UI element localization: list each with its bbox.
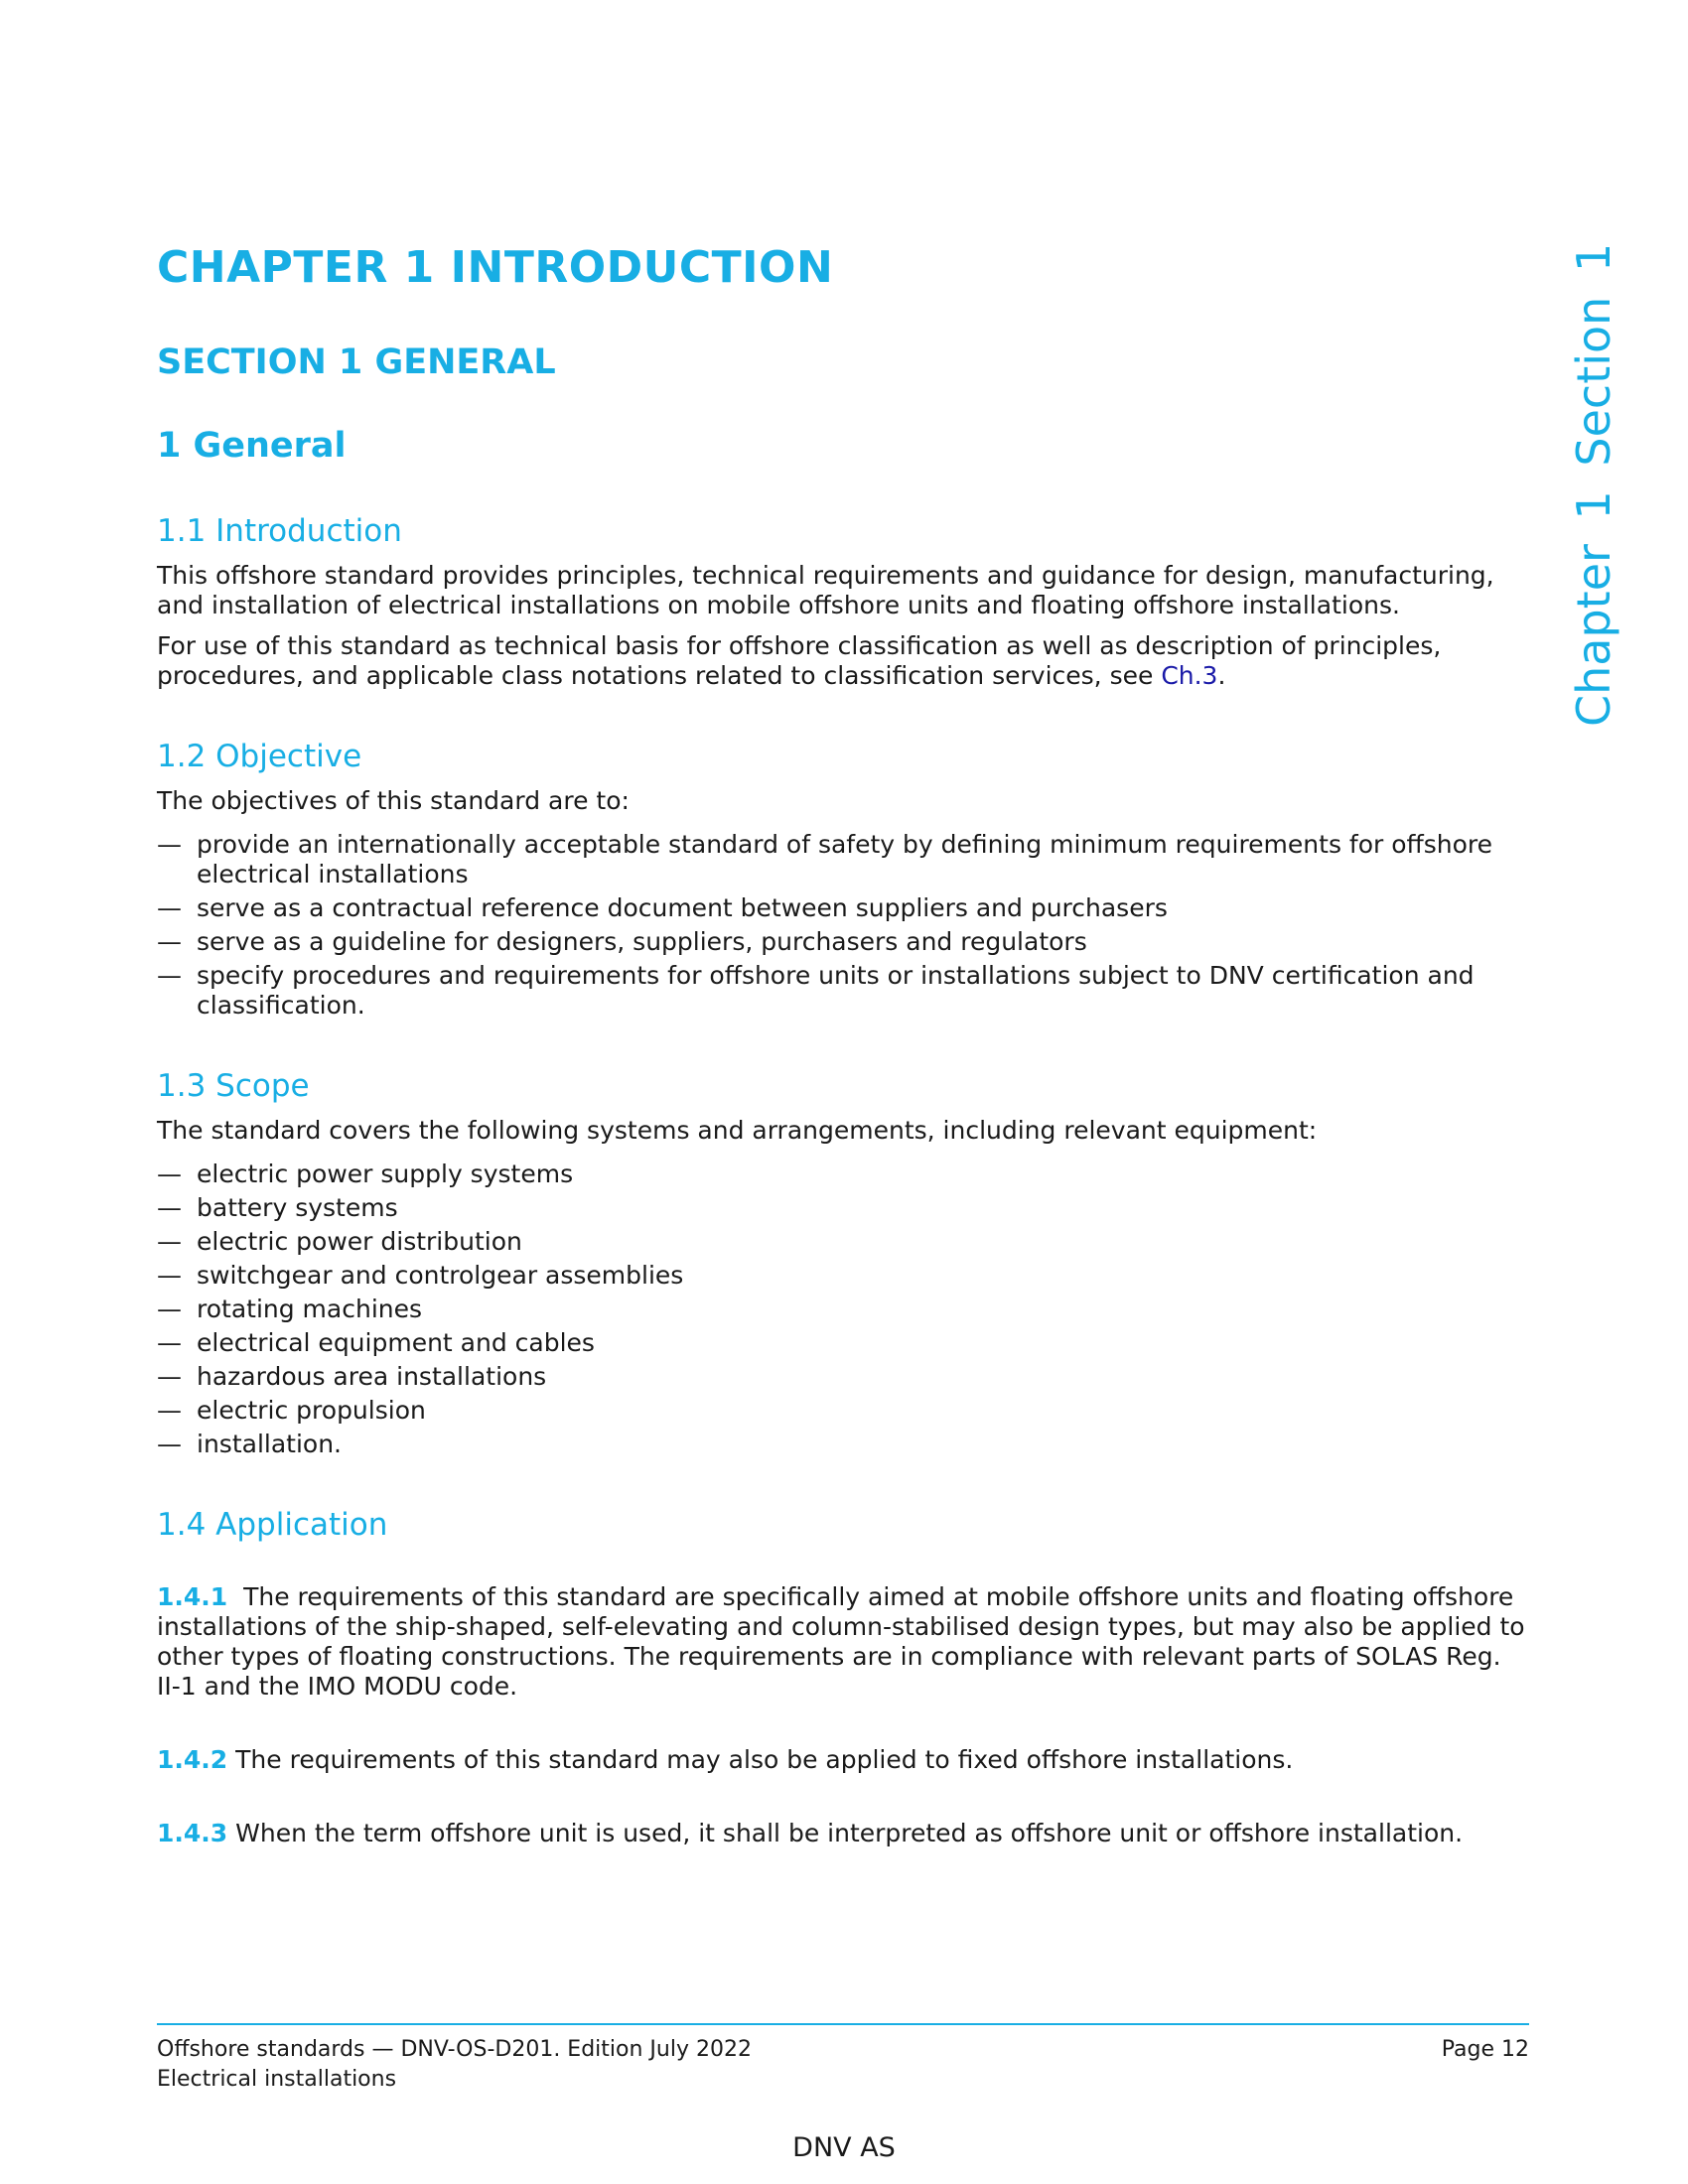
- clause-1-4-1: [157, 1582, 1529, 1702]
- chapter-section-tab: [1567, 242, 1636, 727]
- list-item: [157, 1396, 1529, 1426]
- objective-intro: The objectives of this standard are to:: [157, 786, 630, 815]
- introduction-heading: 1.1 Introduction: [157, 513, 402, 549]
- main-content: [157, 242, 1529, 1848]
- clause-text: The requirements of this standard may also be applied to fixed offshore installations.: [235, 1745, 1294, 1774]
- chapter-section-tab-label: Chapter 1 Section 1: [1567, 242, 1620, 727]
- list-item: [157, 1193, 1529, 1223]
- dash-bullet: —: [157, 1193, 182, 1222]
- clause-number: 1.4.1: [157, 1582, 228, 1611]
- list-item-text: electric power supply systems: [197, 1160, 574, 1188]
- dash-bullet: —: [157, 1261, 182, 1290]
- introduction-paragraph-2-end: .: [1217, 661, 1226, 690]
- dash-bullet: —: [157, 1362, 182, 1391]
- dash-bullet: —: [157, 830, 182, 859]
- objective-list: [157, 830, 1529, 1021]
- list-item-text: rotating machines: [197, 1295, 423, 1323]
- dash-bullet: —: [157, 1160, 182, 1188]
- clause-text: When the term offshore unit is used, it shall be interpreted as offshore unit or offshore installation.: [235, 1819, 1464, 1847]
- dash-bullet: —: [157, 893, 182, 922]
- list-item-text: switchgear and controlgear assemblies: [197, 1261, 684, 1290]
- publisher-name: DNV AS: [792, 2132, 896, 2163]
- clause-1-4-2: [157, 1745, 1529, 1775]
- footer-standard-title: Offshore standards — DNV-OS-D201. Edition July 2022: [157, 2037, 752, 2062]
- dash-bullet: —: [157, 961, 182, 990]
- introduction-paragraph-2-text: For use of this standard as technical basis for offshore classification as well as description of principles, procedures, and applicable class notations related to classification services, see: [157, 631, 1442, 690]
- clause-number: 1.4.3: [157, 1819, 228, 1847]
- footer-document-subtitle: Electrical installations: [157, 2067, 397, 2092]
- dash-bullet: —: [157, 927, 182, 956]
- list-item: [157, 927, 1529, 957]
- scope-intro: The standard covers the following systems and arrangements, including relevant equipment:: [157, 1116, 1318, 1145]
- list-item: [157, 830, 1529, 889]
- dash-bullet: —: [157, 1328, 182, 1357]
- footer-document-info: [157, 2035, 752, 2095]
- clause-number: 1.4.2: [157, 1745, 228, 1774]
- list-item: [157, 1295, 1529, 1324]
- dash-bullet: —: [157, 1396, 182, 1425]
- list-item: [157, 1430, 1529, 1459]
- list-item: [157, 961, 1529, 1021]
- dash-bullet: —: [157, 1227, 182, 1256]
- introduction-paragraph-1: This offshore standard provides principles, technical requirements and guidance for design, manufacturing, and installation of electrical installations on mobile offshore units and floating offshore installations.: [157, 561, 1494, 619]
- page-number: Page 12: [1441, 2037, 1529, 2062]
- list-item-text: specify procedures and requirements for offshore units or installations subject to DNV certification and classification.: [197, 961, 1475, 1020]
- list-item: [157, 893, 1529, 923]
- list-item-text: electric propulsion: [197, 1396, 426, 1425]
- scope-list: [157, 1160, 1529, 1459]
- list-item-text: provide an internationally acceptable standard of safety by defining minimum requirements for offshore electrical installations: [197, 830, 1493, 888]
- list-item-text: battery systems: [197, 1193, 398, 1222]
- chapter-title: CHAPTER 1 INTRODUCTION: [157, 242, 834, 293]
- list-item-text: hazardous area installations: [197, 1362, 547, 1391]
- clause-text: The requirements of this standard are specifically aimed at mobile offshore units and floating offshore installations of the ship-shaped, self-elevating and column-stabilised design types, but may also be applied to other types of floating constructions. The requirements are in compliance with relevant parts of SOLAS Reg. II-1 and the IMO MODU code.: [157, 1582, 1525, 1701]
- application-heading: 1.4 Application: [157, 1507, 388, 1543]
- dash-bullet: —: [157, 1430, 182, 1458]
- chapter-3-link[interactable]: Ch.3: [1161, 661, 1218, 690]
- clause-1-4-3: [157, 1819, 1529, 1848]
- objective-heading: 1.2 Objective: [157, 739, 362, 774]
- list-item-text: electric power distribution: [197, 1227, 522, 1256]
- list-item-text: installation.: [197, 1430, 342, 1458]
- list-item: [157, 1261, 1529, 1291]
- footer-divider: [157, 2023, 1529, 2025]
- list-item-text: serve as a contractual reference document between suppliers and purchasers: [197, 893, 1168, 922]
- dash-bullet: —: [157, 1295, 182, 1323]
- introduction-paragraph-2: [157, 631, 1529, 691]
- list-item-text: electrical equipment and cables: [197, 1328, 595, 1357]
- list-item: [157, 1362, 1529, 1392]
- list-item: [157, 1227, 1529, 1257]
- scope-heading: 1.3 Scope: [157, 1068, 310, 1104]
- list-item: [157, 1160, 1529, 1189]
- subsection-title: 1 General: [157, 426, 347, 466]
- section-title: SECTION 1 GENERAL: [157, 342, 556, 382]
- list-item-text: serve as a guideline for designers, suppliers, purchasers and regulators: [197, 927, 1087, 956]
- list-item: [157, 1328, 1529, 1358]
